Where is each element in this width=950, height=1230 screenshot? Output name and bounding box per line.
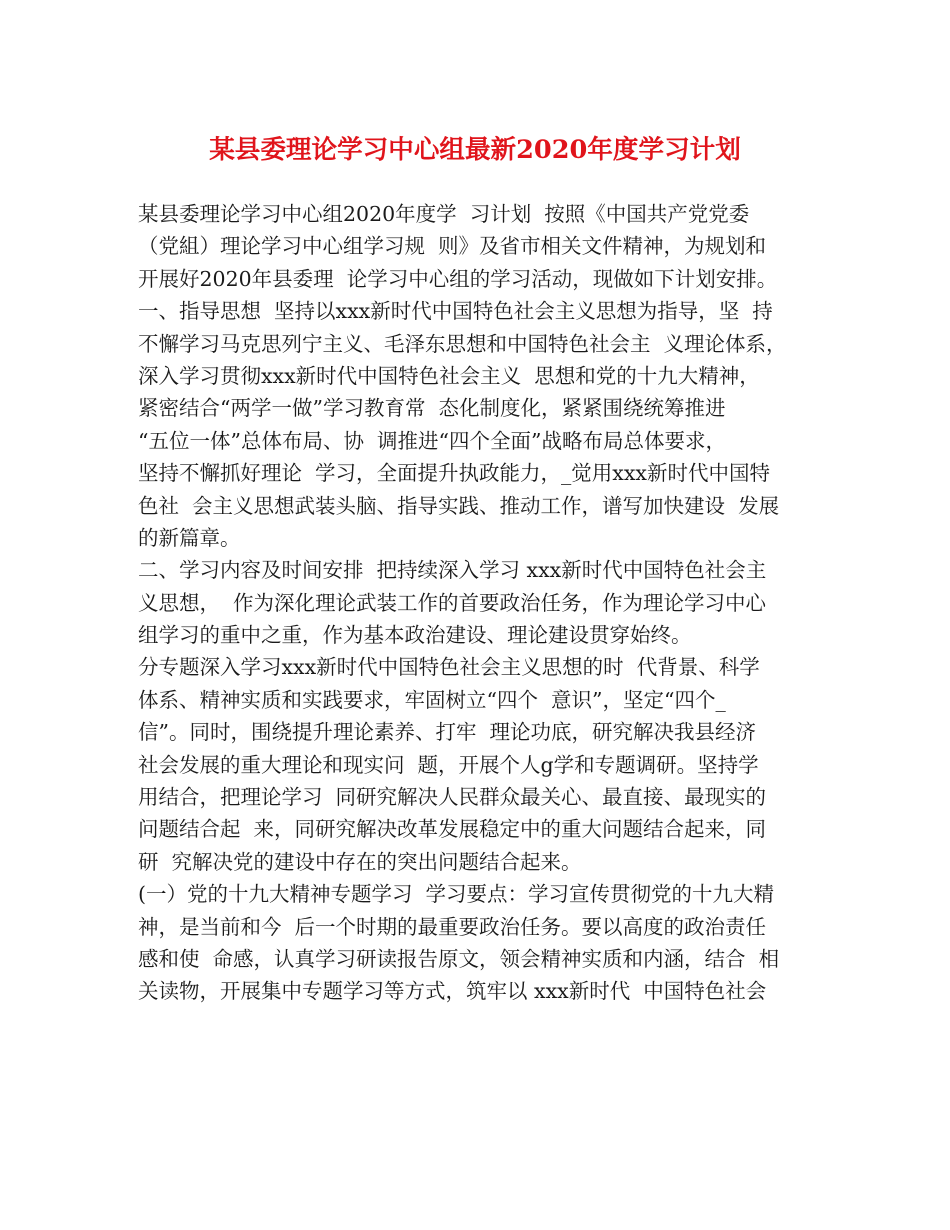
text-line: 感和使 命感，认真学习研读报告原文，领会精神实质和内涵，结合 相 [138,946,780,971]
text-line: 问题结合起 来，同研究解决改革发展稳定中的重大问题结合起来，同 [138,817,767,842]
document-body [138,198,828,1008]
text-line: 组学习的重中之重，作为基本政治建设、理论建设贯穿始终。 [138,623,692,648]
text-line: 色社 会主义思想武装头脑、指导实践、推动工作，谱写加快建设 发展 [138,493,780,518]
text-line: 不懈学习马克思列宁主义、毛泽东思想和中国特色社会主 义理论体系， [138,331,787,356]
document-title: 某县委理论学习中心组最新2020年度学习计划 [209,135,741,165]
text-line: 体系、精神实质和实践要求，牢固树立“四个 意识”，坚定“四个_ [138,687,726,712]
text-line: 义思想， 作为深化理论武装工作的首要政治任务，作为理论学习中心 [138,590,767,615]
text-line: 一、指导思想 坚持以xxx新时代中国特色社会主义思想为指导，坚 持 [138,299,773,324]
text-line: 开展好2020年县委理 论学习中心组的学习活动，现做如下计划安排。 [138,266,778,291]
text-line: 社会发展的重大理论和现实问 题，开展个人g学和专题调研。坚持学 [138,752,759,777]
text-line: 神，是当前和今 后一个时期的最重要政治任务。要以高度的政治责任 [138,914,767,939]
text-line: 用结合，把理论学习 同研究解决人民群众最关心、最直接、最现实的 [138,785,767,810]
text-line: 二、学习内容及时间安排 把持续深入学习 xxx新时代中国特色社会主 [138,558,767,583]
text-line: 信”。同时，围绕提升理论素养、打牢 理论功底，研究解决我县经济 [138,720,757,745]
text-line: 坚持不懈抓好理论 学习，全面提升执政能力，_觉用xxx新时代中国特 [138,461,770,486]
text-line: 研 究解决党的建设中存在的突出问题结合起来。 [138,849,582,874]
text-line: (一）党的十九大精神专题学习 学习要点：学习宣传贯彻党的十九大精 [138,882,775,907]
text-line: 某县委理论学习中心组2020年度学 习计划 按照《中国共产党党委 [138,202,750,226]
text-line: 分专题深入学习xxx新时代中国特色社会主义思想的时 代背景、科学 [138,655,760,680]
text-line: 深入学习贯彻xxx新时代中国特色社会主义 思想和党的十九大精神， [138,363,760,388]
text-line: 紧密结合“两学一做”学习教育常 态化制度化，紧紧围绕统筹推进 [138,396,726,421]
text-line: “五位一体”总体布局、协 调推进“四个全面”战略布局总体要求， [138,428,726,453]
text-line: 关读物，开展集中专题学习等方式，筑牢以 xxx新时代 中国特色社会 [138,979,767,1004]
text-line: 的新篇章。 [138,525,241,550]
text-line: （党組）理论学习中心组学习规 则》及省市相关文件精神，为规划和 [138,234,767,259]
